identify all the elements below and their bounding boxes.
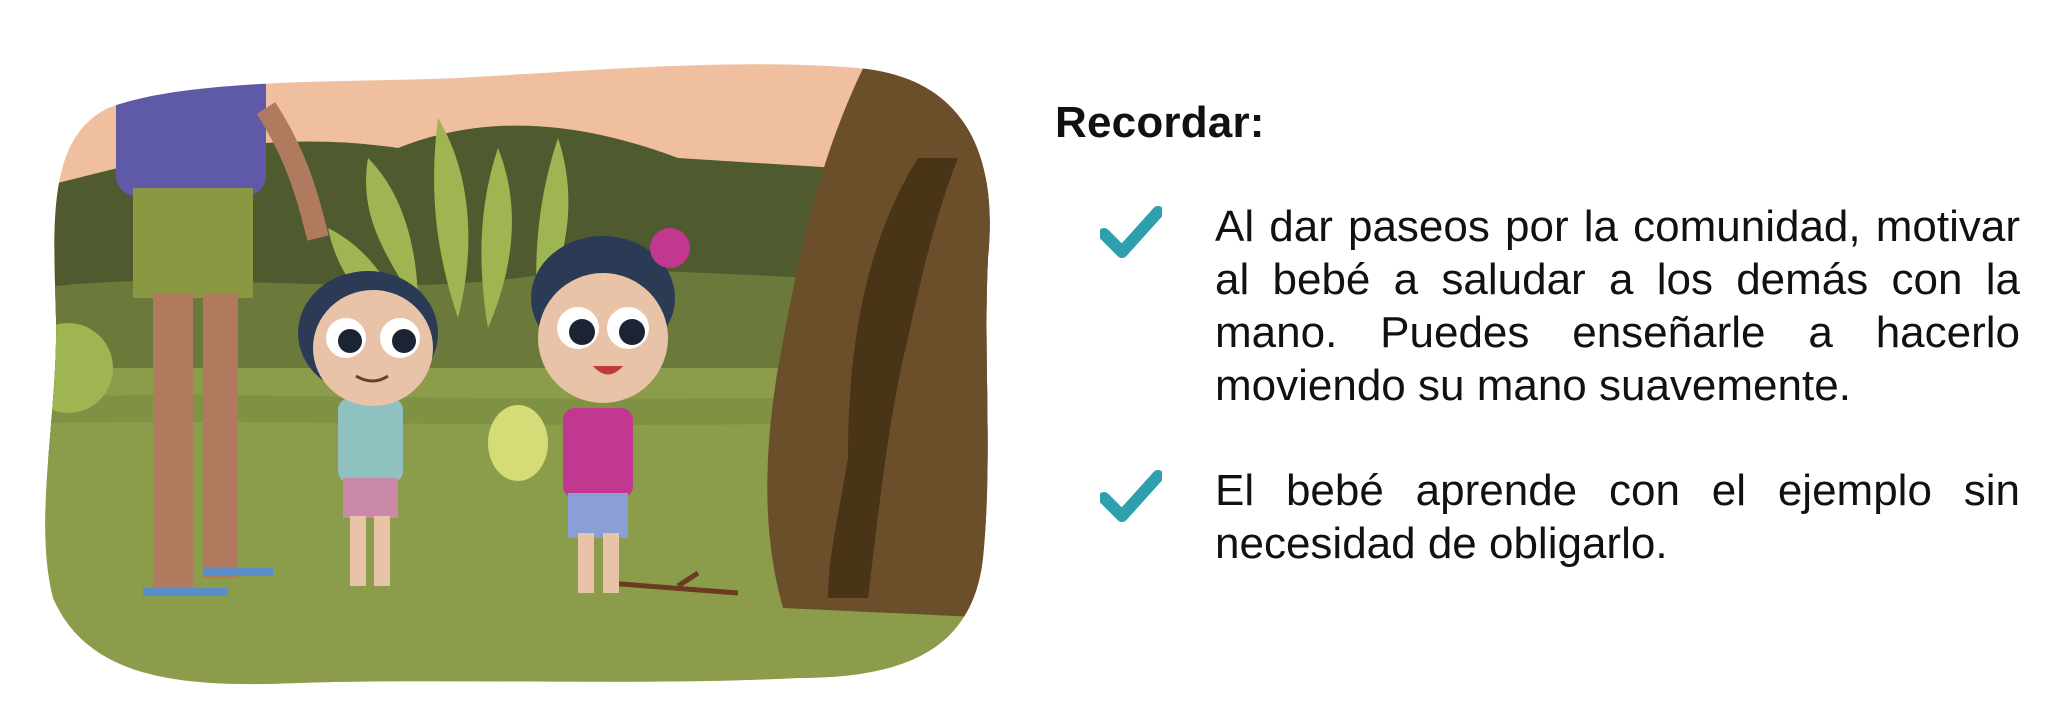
reminder-item-text: El bebé aprende con el ejemplo sin necesidad de obligarlo. (1215, 466, 2020, 568)
reminder-item-text: Al dar paseos por la comunidad, motivar al bebé a saludar a los demás con la mano. Puedes enseñarle a hacerlo moviendo su mano suavemente. (1215, 202, 2020, 410)
pear (488, 405, 548, 481)
reminder-item (1055, 200, 2020, 412)
forest-children-illustration (38, 38, 998, 688)
reminder-item (1055, 464, 2020, 570)
check-icon (1100, 206, 1162, 258)
check-icon (1100, 470, 1162, 522)
reminder-panel (1055, 98, 2020, 622)
reminder-heading: Recordar: (1055, 98, 1265, 147)
